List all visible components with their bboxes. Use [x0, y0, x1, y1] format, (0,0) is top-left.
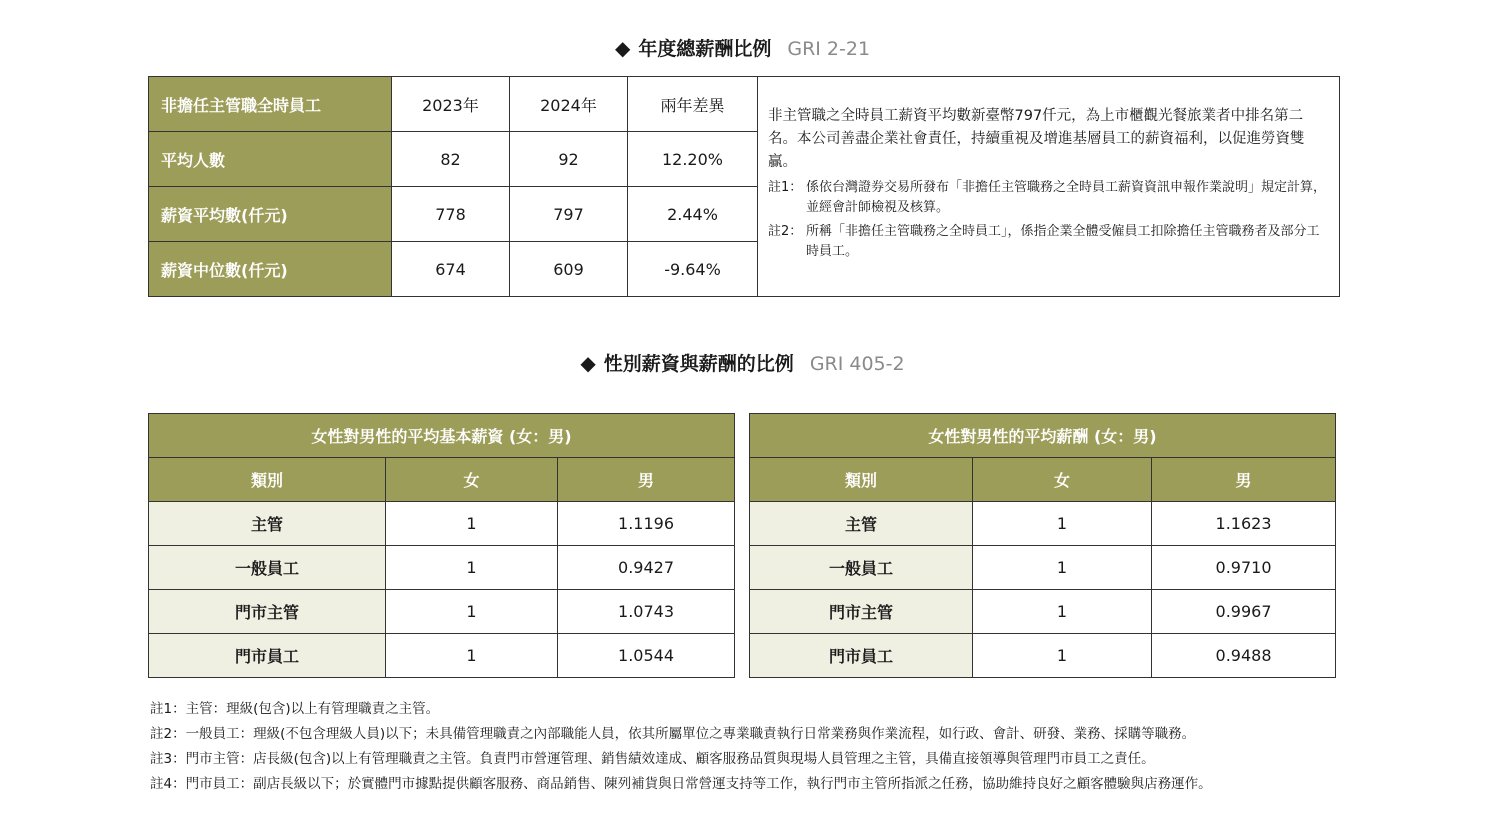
table-cell: 0.9967: [1152, 590, 1336, 634]
footnote-label: 註1：: [768, 180, 803, 195]
section-title-gender-pay: [0, 349, 1485, 376]
row-header: 薪資中位數(仟元): [149, 242, 392, 297]
row-header: 薪資平均數(仟元): [149, 187, 392, 242]
footnote-text: 所稱「非擔任主管職務之全時員工」，係指企業全體受僱員工扣除擔任主管職務者及部分工時員工。: [806, 224, 1320, 259]
table-row: [149, 502, 735, 546]
row-header: 門市主管: [750, 590, 973, 634]
row-header: 一般員工: [149, 546, 386, 590]
table-row: [750, 634, 1336, 678]
table-caption-row: [149, 414, 735, 458]
table-cell: 1: [386, 546, 558, 590]
column-header: 兩年差異: [628, 77, 758, 132]
row-header: 主管: [750, 502, 973, 546]
column-header: 女: [386, 458, 558, 502]
column-header: 非擔任主管職全時員工: [149, 77, 392, 132]
table-cell: 1.1196: [558, 502, 735, 546]
column-header: 類別: [149, 458, 386, 502]
section-title-total-compensation: [0, 34, 1485, 61]
table-cell: 0.9710: [1152, 546, 1336, 590]
total-compensation-table: [148, 76, 1340, 297]
row-header: 平均人數: [149, 132, 392, 187]
table-row: [750, 502, 1336, 546]
diamond-icon: ◆: [580, 351, 596, 375]
footnote-text: 係依台灣證券交易所發布「非擔任主管職務之全時員工薪資資訊申報作業說明」規定計算，並經會計師檢視及核算。: [806, 180, 1327, 215]
table-cell: 0.9427: [558, 546, 735, 590]
table-cell: 0.9488: [1152, 634, 1336, 678]
table-row: [149, 77, 1340, 132]
note-footnote: [768, 222, 1327, 262]
table-row: [149, 634, 735, 678]
table-cell: 1.0743: [558, 590, 735, 634]
column-header: 男: [558, 458, 735, 502]
table-cell: 797: [510, 187, 628, 242]
table-cell: 609: [510, 242, 628, 297]
table-cell: 1: [973, 590, 1152, 634]
column-header: 男: [1152, 458, 1336, 502]
table-cell: 674: [392, 242, 510, 297]
gender-base-salary-table: [148, 413, 735, 678]
row-header: 門市主管: [149, 590, 386, 634]
section-title-text: 性別薪資與薪酬的比例: [603, 353, 794, 375]
table-cell: 1: [973, 502, 1152, 546]
footnote: 註3：門市主管：店長級(包含)以上有管理職責之主管。負責門市營運管理、銷售績效達成、顧客服務品質與現場人員管理之主管，具備直接領導與管理門市員工之責任。: [150, 751, 1155, 767]
table-cell: 2.44%: [628, 187, 758, 242]
footnote: 註2：一般員工：理級(不包含理級人員)以下；未具備管理職責之內部職能人員，依其所屬單位之專業職責執行日常業務與作業流程，如行政、會計、研發、業務、採購等職務。: [150, 726, 1196, 742]
row-header: 一般員工: [750, 546, 973, 590]
table-cell: 12.20%: [628, 132, 758, 187]
table-row: [149, 546, 735, 590]
column-header: 女: [973, 458, 1152, 502]
table-caption: 女性對男性的平均基本薪資 (女：男): [149, 414, 735, 458]
column-header: 2024年: [510, 77, 628, 132]
table-cell: -9.64%: [628, 242, 758, 297]
column-header: 2023年: [392, 77, 510, 132]
table-caption-row: [750, 414, 1336, 458]
table-cell: 1: [386, 502, 558, 546]
table-header-row: [750, 458, 1336, 502]
note-footnote: [768, 178, 1327, 218]
table-cell: 1.1623: [1152, 502, 1336, 546]
gri-code: GRI 405-2: [809, 353, 905, 375]
footnote: 註4：門市員工：副店長級以下；於實體門市據點提供顧客服務、商品銷售、陳列補貨與日常營運支持等工作，執行門市主管所指派之任務，協助維持良好之顧客體驗與店務運作。: [150, 776, 1212, 792]
table-cell: 1: [386, 634, 558, 678]
section-title-text: 年度總薪酬比例: [638, 38, 772, 60]
footnote: 註1：主管：理級(包含)以上有管理職責之主管。: [150, 701, 440, 717]
table-cell: 1: [386, 590, 558, 634]
note-main-text: 非主管職之全時員工薪資平均數新臺幣797仟元，為上市櫃觀光餐旅業者中排名第二名。本公司善盡企業社會責任，持續重視及增進基層員工的薪資福利，以促進勞資雙贏。: [768, 108, 1305, 170]
gender-compensation-table: [749, 413, 1336, 678]
table-cell: 82: [392, 132, 510, 187]
table-cell: 778: [392, 187, 510, 242]
row-header: 門市員工: [149, 634, 386, 678]
diamond-icon: ◆: [614, 36, 631, 60]
row-header: 主管: [149, 502, 386, 546]
table-row: [149, 590, 735, 634]
footnote-label: 註2：: [768, 224, 803, 239]
footnotes: [150, 697, 1350, 797]
table-cell: 1.0544: [558, 634, 735, 678]
table-caption: 女性對男性的平均薪酬 (女：男): [750, 414, 1336, 458]
table-row: [750, 546, 1336, 590]
compensation-note: [758, 77, 1340, 297]
table-row: [750, 590, 1336, 634]
table-cell: 1: [973, 634, 1152, 678]
gri-code: GRI 2-21: [787, 38, 871, 60]
table-cell: 92: [510, 132, 628, 187]
column-header: 類別: [750, 458, 973, 502]
table-cell: 1: [973, 546, 1152, 590]
row-header: 門市員工: [750, 634, 973, 678]
table-header-row: [149, 458, 735, 502]
